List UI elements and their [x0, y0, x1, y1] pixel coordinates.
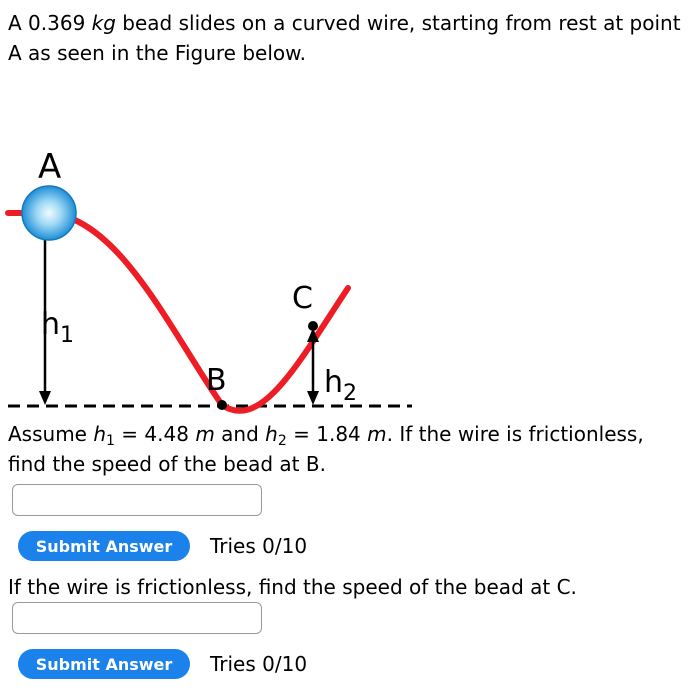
assume-prefix: Assume — [8, 422, 94, 446]
point-b-dot — [217, 400, 227, 410]
label-h1: $h_1$ — [41, 307, 75, 348]
question1-prompt: . If the wire is frictionless, find the speed of the bead at B. — [8, 422, 644, 476]
bead-icon — [22, 186, 76, 240]
tries-counter-2: Tries 0/10 — [210, 652, 308, 676]
h2-symbol: h — [265, 422, 278, 446]
h1-symbol: h — [93, 422, 107, 446]
problem-statement — [8, 8, 688, 68]
point-c-dot — [308, 321, 318, 331]
h2-unit: m — [367, 422, 387, 446]
bead-wire-figure — [0, 140, 700, 430]
submit-answer-button-2[interactable]: Submit Answer — [18, 649, 190, 679]
mass-unit: kg — [91, 11, 116, 35]
h2-value: = 1.84 — [286, 422, 368, 446]
and-text: and — [214, 422, 266, 446]
h2-arrow-bottom — [307, 391, 319, 405]
h1-value: = 4.48 — [114, 422, 196, 446]
answer-input-2[interactable] — [12, 602, 262, 634]
h1-subscript: 1 — [106, 433, 115, 449]
label-c: C — [292, 281, 313, 316]
intro-text-2: bead slides on a curved wire, starting from rest at point A as seen in the Figure below. — [8, 11, 681, 65]
h1-unit: m — [195, 422, 215, 446]
assumption-text — [8, 419, 688, 479]
intro-text-1: A 0.369 — [8, 11, 92, 35]
answer-input-1[interactable] — [12, 484, 262, 516]
h1-arrow-bottom — [39, 391, 51, 405]
submit-answer-button-1[interactable]: Submit Answer — [18, 531, 190, 561]
label-h2: $h_2$ — [324, 365, 358, 406]
label-b: B — [206, 363, 227, 398]
h2-subscript: 2 — [277, 433, 287, 449]
tries-counter-1: Tries 0/10 — [210, 534, 308, 558]
question2-prompt: If the wire is frictionless, find the speed of the bead at C. — [8, 575, 577, 599]
label-a: A — [38, 147, 62, 187]
